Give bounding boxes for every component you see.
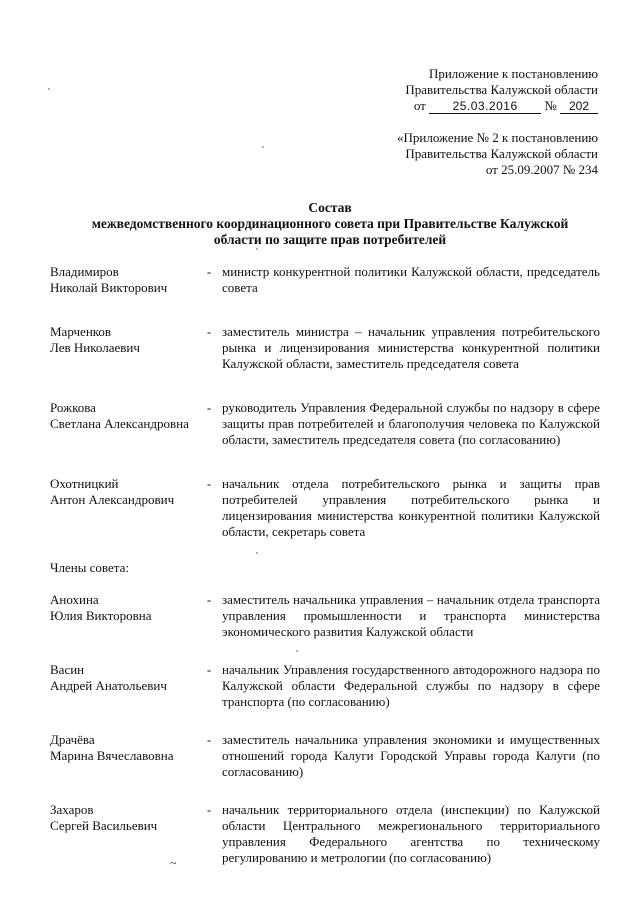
page-mark: ~ [170,856,177,870]
scan-speck [296,650,298,652]
previous-appendix-reference [397,130,598,178]
date-prefix: от [413,98,426,113]
scan-speck [256,552,258,554]
person-name [50,732,200,764]
surname: Марченков [50,324,112,339]
resolution-number: 202 [560,99,598,114]
prev-appendix-line-3: от 25.09.2007 № 234 [485,162,598,177]
appendix-line-1: Приложение к постановлению [428,66,598,81]
surname: Васин [50,662,85,677]
prev-appendix-line-2: Правительства Калужской области [405,146,598,161]
person-name [50,802,200,834]
position-text: начальник отдела потребительского рынка и защиты прав потребителей управления потребительского рынка и лицензирования министерства конкурентной политики Калужской области, секретарь совета [222,476,600,539]
prev-appendix-line-1: «Приложение № 2 к постановлению [397,130,598,145]
list-item [50,476,600,540]
title-line-3: области по защите прав потребителей [213,232,447,247]
person-name [50,592,200,624]
list-item [50,324,600,372]
surname: Охотницкий [50,476,119,491]
dash-separator: - [206,592,212,607]
surname: Рожкова [50,400,96,415]
dash-separator: - [206,476,212,491]
members-list [50,592,600,866]
position-text: заместитель министра – начальник управления потребительского рынка и лицензирования министерства конкурентной политики Калужской области, заместитель председателя совета [222,324,600,371]
appendix-date-line [405,98,598,114]
given-name: Лев Николаевич [50,340,140,355]
given-name: Юлия Викторовна [50,608,152,623]
list-item [50,802,600,866]
person-name [50,476,200,508]
surname: Анохина [50,592,99,607]
appendix-line-2: Правительства Калужской области [405,82,598,97]
list-item [50,732,600,780]
dash-separator: - [206,400,212,415]
given-name: Николай Викторович [50,280,168,295]
given-name: Сергей Васильевич [50,818,158,833]
given-name: Марина Вячеславовна [50,748,174,763]
given-name: Андрей Анатольевич [50,678,167,693]
document-title [60,200,600,248]
position-text: заместитель начальника управления экономики и имущественных отношений города Калуги Городской Управы города Калуги (по согласованию) [222,732,600,779]
position-text: начальник Управления государственного автодорожного надзора по Калужской области Федеральной службы по надзору в сфере транспорта (по согласованию) [222,662,600,709]
dash-separator: - [206,324,212,339]
position-text: министр конкурентной политики Калужской области, председатель совета [222,264,600,295]
scan-speck [262,146,264,148]
position-text: заместитель начальника управления – начальник отдела транспорта управления промышленности и транспорта министерства экономического развития Калужской области [222,592,600,639]
list-item [50,400,600,448]
person-name [50,400,200,432]
title-line-2: межведомственного координационного совета при Правительстве Калужской [91,216,569,231]
surname: Драчёва [50,732,95,747]
members-heading: Члены совета: [50,560,129,575]
dash-separator: - [206,802,212,817]
list-item [50,662,600,710]
title-line-1: Состав [308,200,352,215]
scan-speck [48,88,50,90]
list-item [50,592,600,640]
person-name [50,662,200,694]
position-text: начальник территориального отдела (инспекции) по Калужской области Центрального межрегионального территориального управления Федерального агентства по техническому регулированию и метрологии (по согласованию) [222,802,600,865]
person-name [50,264,200,296]
given-name: Светлана Александровна [50,416,189,431]
leadership-list [50,264,600,540]
scan-speck [256,248,258,250]
person-name [50,324,200,356]
appendix-header [405,66,598,114]
position-text: руководитель Управления Федеральной службы по надзору в сфере защиты прав потребителей и благополучия человека по Калужской области, заместитель председателя совета (по согласованию) [222,400,600,447]
surname: Владимиров [50,264,119,279]
number-prefix: № [544,98,557,113]
dash-separator: - [206,264,212,279]
surname: Захаров [50,802,94,817]
list-item [50,264,600,296]
given-name: Антон Александрович [50,492,175,507]
resolution-date: 25.03.2016 [429,99,541,114]
dash-separator: - [206,662,212,677]
dash-separator: - [206,732,212,747]
